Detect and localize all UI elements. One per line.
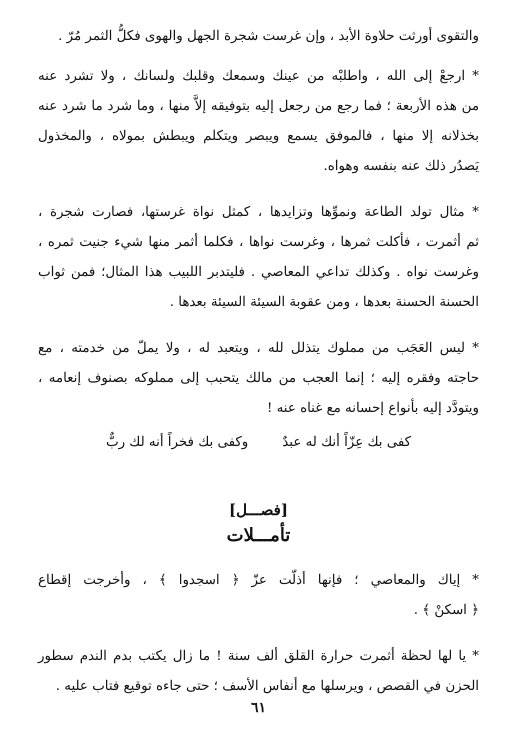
text-line: من هذه الأربعة ؛ فما رجع من رجعل إليه بتوفيقه إلاَّ منها ، وما شرد ما شرد عنه: [38, 99, 479, 114]
paragraph-4: [38, 334, 479, 458]
poetry-verse: [38, 428, 479, 458]
text-line: الحسنة الحسنة بعدها ، ومن عقوبة السيئة السيئة بعدها .: [169, 295, 479, 310]
text-line: يَصدُر ذلك عنه بنفسه وهواه.: [323, 159, 479, 174]
paragraph-2: [38, 62, 479, 182]
text-line: * مثال تولد الطاعة ونموِّها وتزايدها ، كمثل نواة غرستها، فصارت شجرة ،: [38, 205, 479, 220]
paragraph-1: [38, 22, 479, 52]
text-line: بخذلانه إلا منها ، فالموفق يسمع ويبصر ويتكلم ويبطش بمولاه ، والمخذول: [38, 129, 479, 144]
text-line: وغرست نواه . وكذلك تداعي المعاصي . فليتدبر اللبيب هذا المثال؛ فمن ثواب: [38, 265, 479, 280]
text-line: * إياك والمعاصي ؛ فإنها أذلّت عزّ ﴿ اسجدوا ﴾ ، وأخرجت إقطاع: [38, 573, 479, 588]
text-line: والتقوى أورثت حلاوة الأبد ، وإن غرست شجرة الجهل والهوى فكلُّ الثمر مُرّ .: [58, 29, 479, 44]
paragraph-3: [38, 198, 479, 318]
text-line: الحزن في القصص ، ويرسلها مع أنفاس الأسف ؛ حتى جاءه توقيع فتاب عليه .: [55, 679, 479, 694]
section-label: [فصـــل]: [229, 501, 288, 519]
verse-hemistich-left: وكفى بك فخراً أنه لك ربٌّ: [105, 435, 249, 450]
section-heading: [38, 498, 479, 550]
section-title: تأمـــلات: [226, 525, 291, 546]
text-line: * يا لها لحظة أثمرت حرارة القلق ألف سنة ! ما زال يكتب بدم الندم سطور: [38, 649, 479, 664]
verse-hemistich-right: كفى بك عِزّاً أنك له عبدٌ: [282, 435, 412, 450]
section-paragraph-2: [38, 642, 479, 702]
text-line: حاجته وفقره إليه ؛ إنما العجب من مالك يتحبب إلى مملوكه بصنوف إنعامه ،: [38, 371, 479, 386]
page-number: ٦١: [250, 700, 267, 716]
section-paragraph-1: [38, 566, 479, 626]
text-line: ﴿ اسكنْ ﴾ .: [413, 603, 479, 618]
text-line: ويتودَّد إليه بأنواع إحسانه مع غناه عنه !: [266, 401, 479, 416]
text-line: * ارجعْ إلى الله ، واطلبْه من عينك وسمعك وقلبك ولسانك ، ولا تشرد عنه: [38, 69, 479, 84]
text-line: * ليس العَجَب من مملوك يتذلل لله ، ويتعبد له ، ولا يملّ من خدمته ، مع: [38, 341, 479, 356]
text-line: ثم أثمرت ، فأكلت ثمرها ، وغرست نواها ، فكلما أثمر منها شيء جنيت ثمره ،: [38, 235, 479, 250]
